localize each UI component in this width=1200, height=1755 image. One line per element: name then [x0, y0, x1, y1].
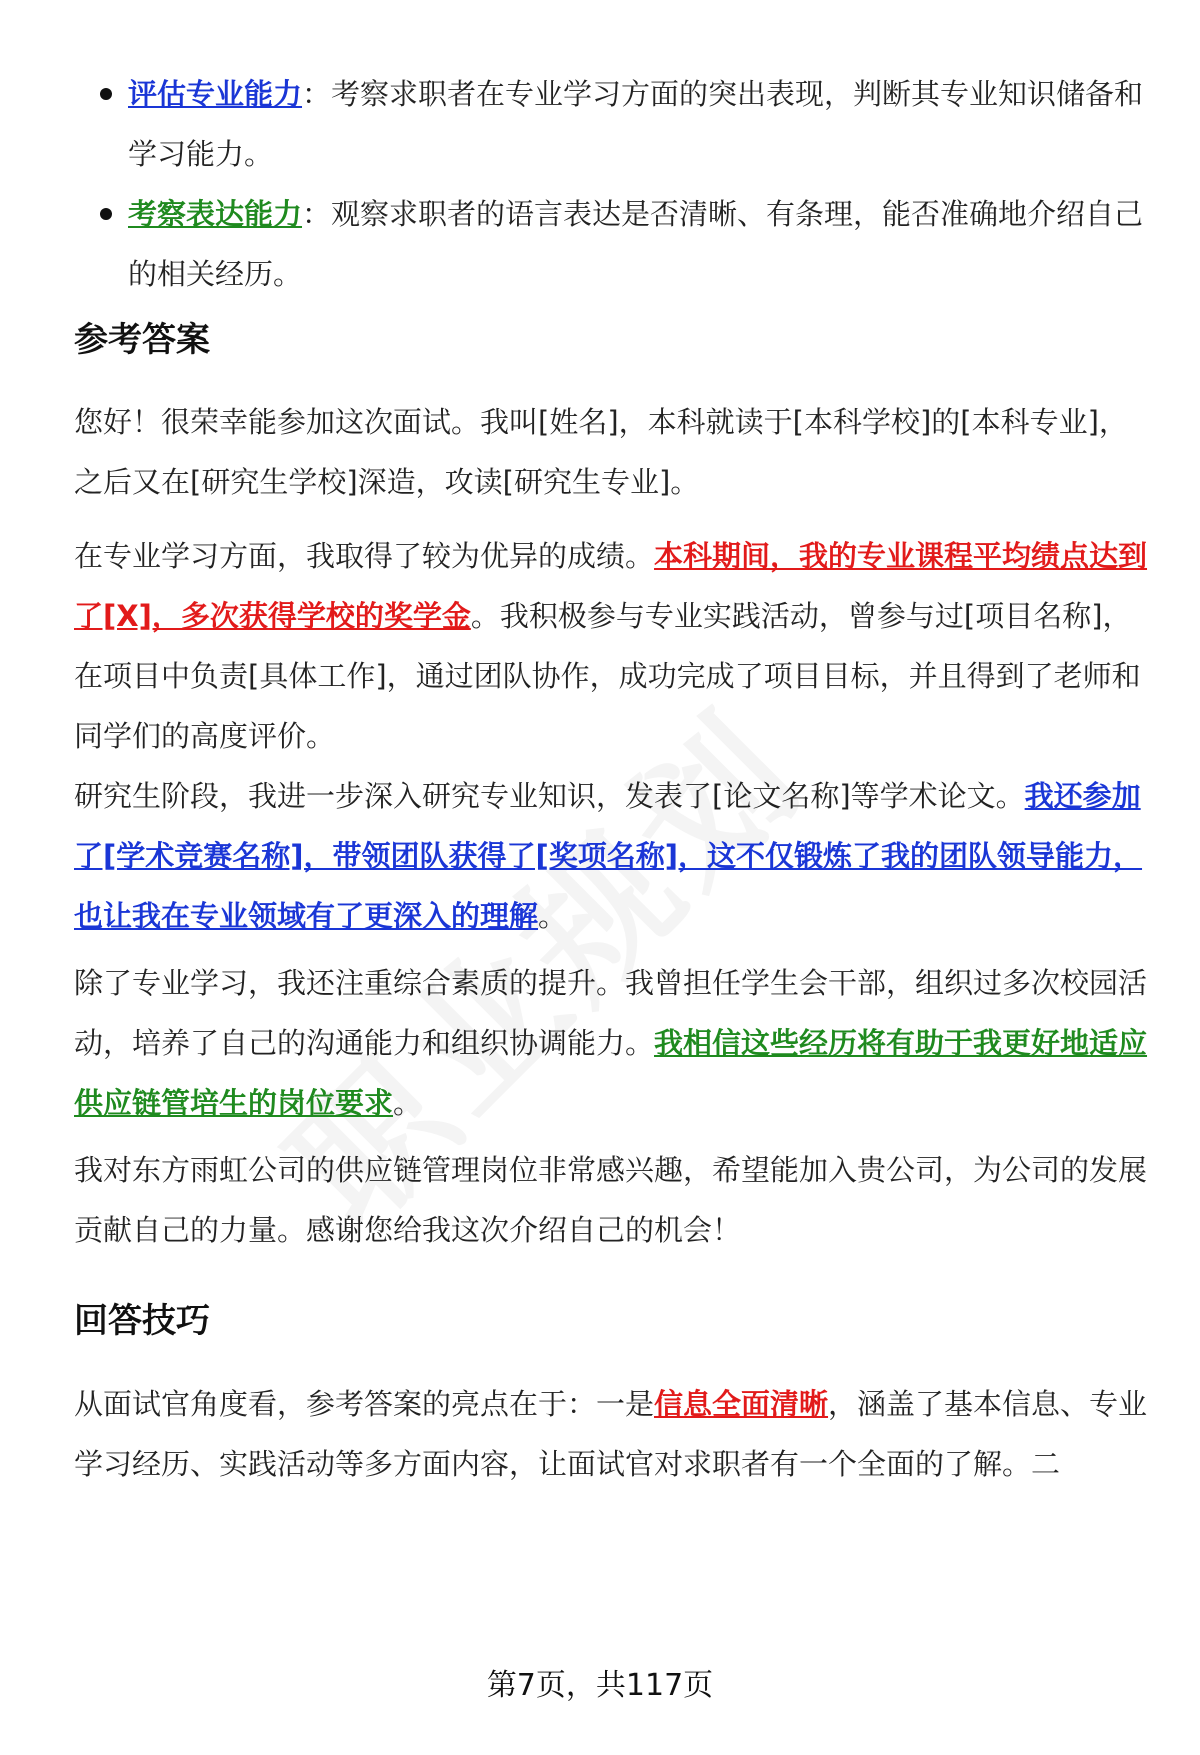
list-item	[74, 64, 1149, 184]
paragraph-graduate	[74, 766, 1149, 946]
highlight-blue: 我还参加了[学术竞赛名称]，带领团队获得了[奖项名称]，这不仅锻炼了我的团队领导能力，也让我在专业领域有了更深入的理解	[74, 779, 1143, 933]
section-heading-reference-answer: 参考答案	[74, 320, 210, 360]
bullet-title: 评估专业能力	[128, 77, 303, 111]
paragraph-qualities	[74, 953, 1149, 1133]
bullet-dot-icon	[100, 208, 112, 220]
bullet-dot-icon	[100, 88, 112, 100]
paragraph-tips	[74, 1374, 1149, 1494]
paragraph-text: 研究生阶段，我进一步深入研究专业知识，发表了[论文名称]等学术论文。	[74, 779, 1025, 813]
page-number: 第7页，共117页	[486, 1668, 714, 1703]
paragraph-text: 在专业学习方面，我取得了较为优异的成绩。	[74, 539, 655, 573]
paragraph-text: 。我积极参与专业实践活动，曾参与过[项目名称]，在项目中负责[具体工作]，通过团队协作，成功完成了项目目标，并且得到了老师和同学们的高度评价。	[74, 599, 1141, 753]
paragraph-text: ，涵盖了基本信息、专业学习经历、实践活动等多方面内容，让面试官对求职者有一个全面的了解。二	[74, 1387, 1148, 1481]
paragraph-text: 除了专业学习，我还注重综合素质的提升。我曾担任学生会干部，组织过多次校园活动，培养了自己的沟通能力和组织协调能力。	[74, 966, 1148, 1060]
section-heading-answer-tips: 回答技巧	[74, 1301, 210, 1341]
bullet-list	[74, 64, 1149, 304]
paragraph-text: 。	[393, 1086, 423, 1120]
paragraph-closing: 我对东方雨虹公司的供应链管理岗位非常感兴趣，希望能加入贵公司，为公司的发展贡献自己的力量。感谢您给我这次介绍自己的机会！	[74, 1153, 1148, 1247]
bullet-text: 考察求职者在专业学习方面的突出表现，判断其专业知识储备和学习能力。	[128, 77, 1144, 171]
paragraph-text: 从面试官角度看，参考答案的亮点在于：一是	[74, 1387, 655, 1421]
bullet-title: 考察表达能力	[128, 197, 303, 231]
paragraph-intro: 您好！很荣幸能参加这次面试。我叫[姓名]，本科就读于[本科学校]的[本科专业]，之后又在[研究生学校]深造，攻读[研究生专业]。	[74, 405, 1128, 499]
bullet-text: 观察求职者的语言表达是否清晰、有条理，能否准确地介绍自己的相关经历。	[128, 197, 1144, 291]
paragraph-academics	[74, 526, 1149, 766]
bullet-separator: ：	[302, 77, 332, 111]
paragraph-text: 。	[538, 899, 568, 933]
highlight-red: 信息全面清晰	[654, 1387, 829, 1421]
list-item	[74, 184, 1149, 304]
bullet-separator: ：	[302, 197, 332, 231]
highlight-green: 我相信这些经历将有助于我更好地适应供应链管培生的岗位要求	[74, 1026, 1148, 1120]
highlight-red: 本科期间，我的专业课程平均绩点达到了[X]，多次获得学校的奖学金	[74, 539, 1148, 633]
